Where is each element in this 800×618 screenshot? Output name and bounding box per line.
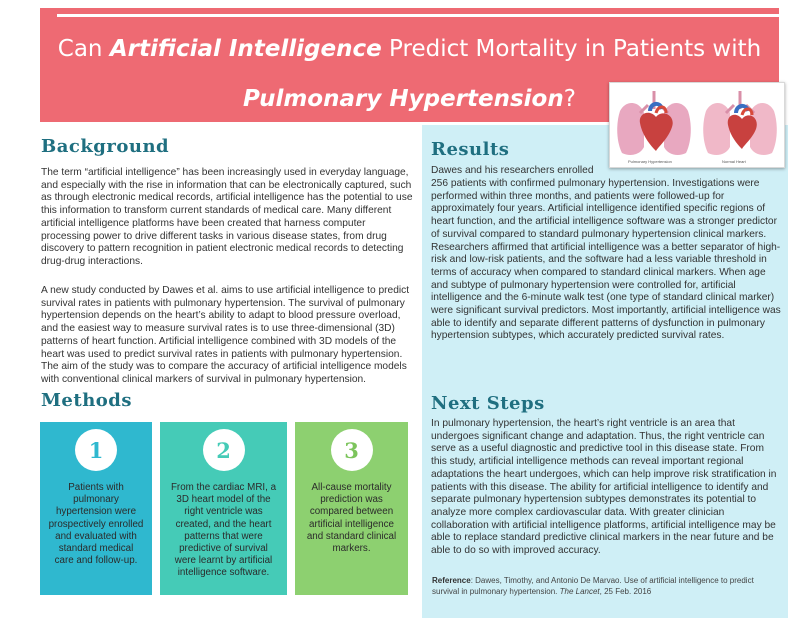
next-steps-body: In pulmonary hypertension, the heart’s right ventricle is an area that undergoes significant change and adaptation. Thus, the right ventricle can serve as a useful diagnostic and predictive tool in this disease state. From this study, artificial intelligence methods can reveal important regional adaptations the heart undergoes, which can help improve risk stratification in patients with this disease. The ability for artificial intelligence to identify and separate pulmonary hypertension subtypes demonstrates its potential to analyze more complex cardiovascular data. With greater clinician collaboration with artificial intelligence platforms, artificial intelligence may be able to replace standard predictive clinical markers in the near future and be able to do so with improved accuracy. — [431, 418, 777, 557]
image-caption-normal: Normal Heart — [722, 159, 746, 164]
image-caption-ph: Pulmonary Hypertension — [628, 159, 672, 164]
title-emphasis-ph: Pulmonary Hypertension — [243, 86, 564, 112]
method-number-3: 3 — [331, 429, 373, 471]
method-number-2: 2 — [203, 429, 245, 471]
method-card-1 — [40, 422, 152, 595]
next-steps-heading: Next Steps — [431, 393, 545, 414]
reference: Reference: Dawes, Timothy, and Antonio De Marvao. Use of artificial intelligence to predict survival in pulmonary hypertension. The Lancet, 25 Feb. 2016 — [432, 576, 754, 596]
method-text-2: From the cardiac MRI, a 3D heart model of the right ventricle was created, and the heart patterns that were predictive of survival were learnt by artificial intelligence software. — [170, 482, 277, 579]
method-text-3: All-cause mortality prediction was compared between artificial intelligence and standard clinical markers. — [306, 482, 397, 555]
method-number-1: 1 — [75, 429, 117, 471]
results-lead: Dawes and his researchers enrolled — [431, 165, 594, 176]
background-heading: Background — [41, 136, 170, 157]
title-emphasis-ai: Artificial Intelligence — [109, 36, 382, 62]
page-title-line2: Pulmonary Hypertension? — [243, 86, 576, 112]
results-body: 256 patients with confirmed pulmonary hypertension. Investigations were performed within three months, and patients were followed-up for approximately four years. Artificial intelligence identified specific regions of heart function, and the artificial intelligence software was a stronger predictor of survival compared to standard pulmonary hypertension clinical markers. Researchers affirmed that artificial intelligence was a better separator of high-risk and low-risk patients, and the software had a less variable threshold in terms of accuracy when compared to standard clinical markers. When age and subtype of pulmonary hypertension were controlled for, artificial intelligence and the 6-minute walk test (one type of standard clinical marker) were significant survival predictors. Most importantly, artificial intelligence was able to identify and separate different patterns of dysfunction in pulmonary hypertension subtypes, which accurately predicted survival rates. — [431, 178, 781, 342]
background-paragraph-1: The term “artificial intelligence” has been increasingly used in everyday language, and especially with the rise in information that can be electronically captured, such as through electronic medical records, artificial intelligence has the potential to use this information to transform current standards of medical care. Many different artificial intelligence platforms have been created that harness computer processing power to drive different tasks in various disease states, from drug discovery to pattern recognition in patient electronic medical records to detecting drug-drug interactions. — [41, 167, 413, 267]
banner-stripe — [57, 14, 779, 17]
results-heading: Results — [431, 139, 510, 160]
heart-illustration-icon — [609, 82, 785, 168]
reference-journal: The Lancet — [559, 587, 600, 596]
method-card-2 — [160, 422, 287, 595]
method-text-1: Patients with pulmonary hypertension were prospectively enrolled and evaluated with standard medical care and follow-up. — [48, 482, 144, 567]
background-paragraph-2: A new study conducted by Dawes et al. aims to use artificial intelligence to predict survival rates in patients with pulmonary hypertension. The survival of pulmonary hypertension depends on the heart’s ability to adapt to blood pressure overload, and the easiest way to measure survival rates is to use three-dimensional (3D) patterns of heart function. Artificial intelligence combined with 3D models of the heart was used to predict survival rates in patients with pulmonary hypertension. The aim of the study was to compare the accuracy of artificial intelligence models with conventional clinical markers of survival in pulmonary hypertension. — [41, 285, 410, 385]
method-card-3 — [295, 422, 408, 595]
page-title-line1: Can Artificial Intelligence Predict Mortality in Patients with — [57, 36, 762, 62]
methods-heading: Methods — [41, 390, 133, 411]
reference-label: Reference — [432, 576, 471, 585]
